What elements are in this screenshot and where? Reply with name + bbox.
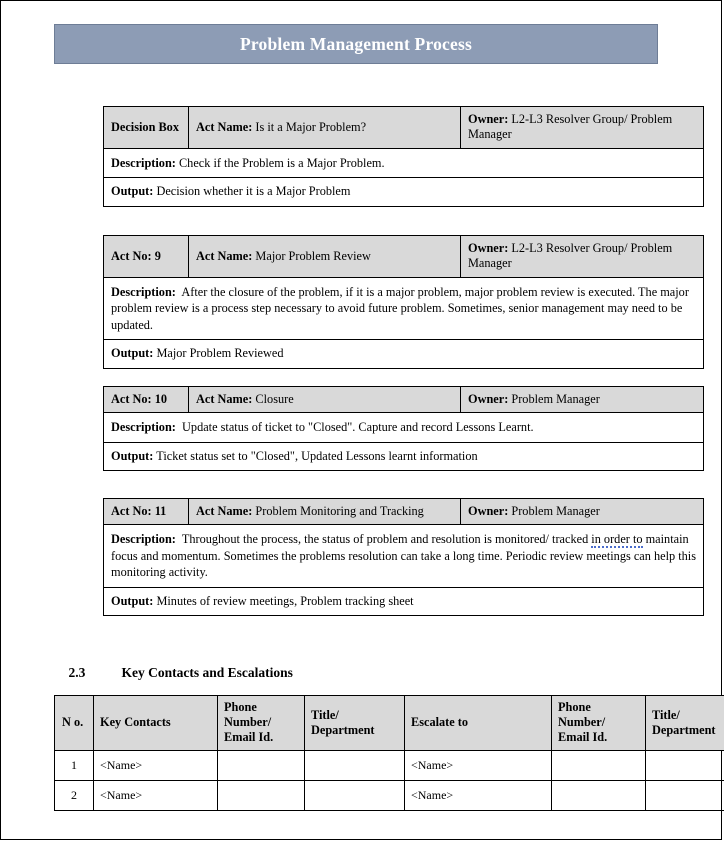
column-header-escalate-to: Escalate to xyxy=(405,696,552,751)
act-name-value: Is it a Major Problem? xyxy=(255,119,367,134)
activity-name-cell xyxy=(189,236,461,278)
table-row xyxy=(55,780,724,810)
owner-value: Problem Manager xyxy=(511,392,600,406)
activity-table-act-10 xyxy=(103,386,704,471)
column-header-title-2: Title/ Department xyxy=(646,696,724,751)
description-value: After the closure of the problem, if it is a major problem, major problem review is executed. The major problem review is a process step necessary to avoid future problem. Sometimes, senior management may need to be updated. xyxy=(111,284,689,332)
column-header-phone-2: Phone Number/ Email Id. xyxy=(552,696,646,751)
table-row xyxy=(104,148,704,177)
description-label: Description: xyxy=(111,532,176,547)
owner-cell xyxy=(461,107,704,149)
grammar-flagged-phrase: in order to xyxy=(591,532,643,547)
table-row xyxy=(104,277,704,339)
cell-no: 2 xyxy=(55,780,94,810)
column-header-title-1: Title/ Department xyxy=(305,696,405,751)
cell-phone-2[interactable] xyxy=(552,780,646,810)
owner-label: Owner: xyxy=(468,392,509,406)
description-cell xyxy=(104,277,704,339)
activity-name-cell xyxy=(189,387,461,413)
cell-key-contact[interactable]: <Name> xyxy=(94,780,218,810)
table-row xyxy=(55,750,724,780)
column-header-no: N o. xyxy=(55,696,94,751)
description-cell xyxy=(104,148,704,177)
act-name-value: Closure xyxy=(255,392,294,406)
description-label: Description: xyxy=(111,155,176,170)
cell-title-1[interactable] xyxy=(305,750,405,780)
output-cell xyxy=(104,340,704,368)
output-value: Major Problem Reviewed xyxy=(156,346,284,361)
owner-cell xyxy=(461,236,704,278)
description-value: Check if the Problem is a Major Problem. xyxy=(178,155,385,170)
cell-title-2[interactable] xyxy=(646,780,724,810)
output-cell xyxy=(104,178,704,206)
cell-title-1[interactable] xyxy=(305,780,405,810)
output-label: Output: xyxy=(111,448,154,463)
owner-value: Problem Manager xyxy=(511,504,600,518)
output-cell xyxy=(104,442,704,470)
description-cell xyxy=(104,413,704,442)
section-title: Key Contacts and Escalations xyxy=(121,665,293,680)
activity-name-cell xyxy=(189,499,461,525)
owner-label: Owner: xyxy=(468,241,509,255)
section-number: 2.3 xyxy=(68,665,86,680)
activity-table-act-9 xyxy=(103,235,704,369)
table-row xyxy=(104,587,704,615)
cell-phone-1[interactable] xyxy=(218,780,305,810)
table-row xyxy=(104,525,704,587)
description-label: Description: xyxy=(111,284,176,299)
cell-no: 1 xyxy=(55,750,94,780)
output-value: Minutes of review meetings, Problem tracking sheet xyxy=(156,593,414,608)
section-heading xyxy=(55,649,293,697)
activity-id-cell: Decision Box xyxy=(104,107,189,149)
key-contacts-table xyxy=(54,695,724,811)
description-value-part1: Throughout the process, the status of problem and resolution is monitored/ tracked xyxy=(181,532,592,547)
activity-id-cell: Act No: 11 xyxy=(104,499,189,525)
activity-name-cell xyxy=(189,107,461,149)
table-row xyxy=(104,236,704,278)
cell-phone-1[interactable] xyxy=(218,750,305,780)
act-name-label: Act Name: xyxy=(196,248,253,263)
output-value: Decision whether it is a Major Problem xyxy=(156,184,351,199)
description-value-part2: maintain focus and momentum. Sometimes the problems resolution can take a long time. Periodic review meetings can help this monitoring activity. xyxy=(111,532,696,580)
table-row xyxy=(104,340,704,368)
table-row xyxy=(104,178,704,206)
owner-cell xyxy=(461,499,704,525)
owner-value: L2-L3 Resolver Group/ Problem Manager xyxy=(468,241,673,271)
act-name-label: Act Name: xyxy=(196,392,253,406)
owner-value: L2-L3 Resolver Group/ Problem Manager xyxy=(468,112,673,142)
activity-id-cell: Act No: 10 xyxy=(104,387,189,413)
output-label: Output: xyxy=(111,184,154,199)
page-title: Problem Management Process xyxy=(240,33,472,54)
activity-table-act-11 xyxy=(103,498,704,616)
table-row xyxy=(104,107,704,149)
cell-escalate-to[interactable]: <Name> xyxy=(405,750,552,780)
column-header-key-contacts: Key Contacts xyxy=(94,696,218,751)
column-header-phone-1: Phone Number/ Email Id. xyxy=(218,696,305,751)
document-title-banner xyxy=(54,24,658,64)
activity-id-cell: Act No: 9 xyxy=(104,236,189,278)
table-row xyxy=(104,387,704,413)
table-row xyxy=(104,413,704,442)
cell-phone-2[interactable] xyxy=(552,750,646,780)
description-cell xyxy=(104,525,704,587)
activity-table-decision-box xyxy=(103,106,704,207)
owner-label: Owner: xyxy=(468,112,509,126)
cell-escalate-to[interactable]: <Name> xyxy=(405,780,552,810)
table-header-row xyxy=(55,696,724,751)
act-name-label: Act Name: xyxy=(196,119,253,134)
owner-label: Owner: xyxy=(468,504,509,518)
table-row xyxy=(104,499,704,525)
output-value: Ticket status set to "Closed", Updated Lessons learnt information xyxy=(156,448,478,463)
owner-cell xyxy=(461,387,704,413)
output-label: Output: xyxy=(111,346,154,361)
act-name-label: Act Name: xyxy=(196,504,253,518)
table-row xyxy=(104,442,704,470)
cell-key-contact[interactable]: <Name> xyxy=(94,750,218,780)
description-value: Update status of ticket to "Closed". Capture and record Lessons Learnt. xyxy=(182,420,534,435)
output-cell xyxy=(104,587,704,615)
act-name-value: Problem Monitoring and Tracking xyxy=(255,504,424,518)
description-label: Description: xyxy=(111,420,176,435)
act-name-value: Major Problem Review xyxy=(255,248,371,263)
output-label: Output: xyxy=(111,593,154,608)
cell-title-2[interactable] xyxy=(646,750,724,780)
